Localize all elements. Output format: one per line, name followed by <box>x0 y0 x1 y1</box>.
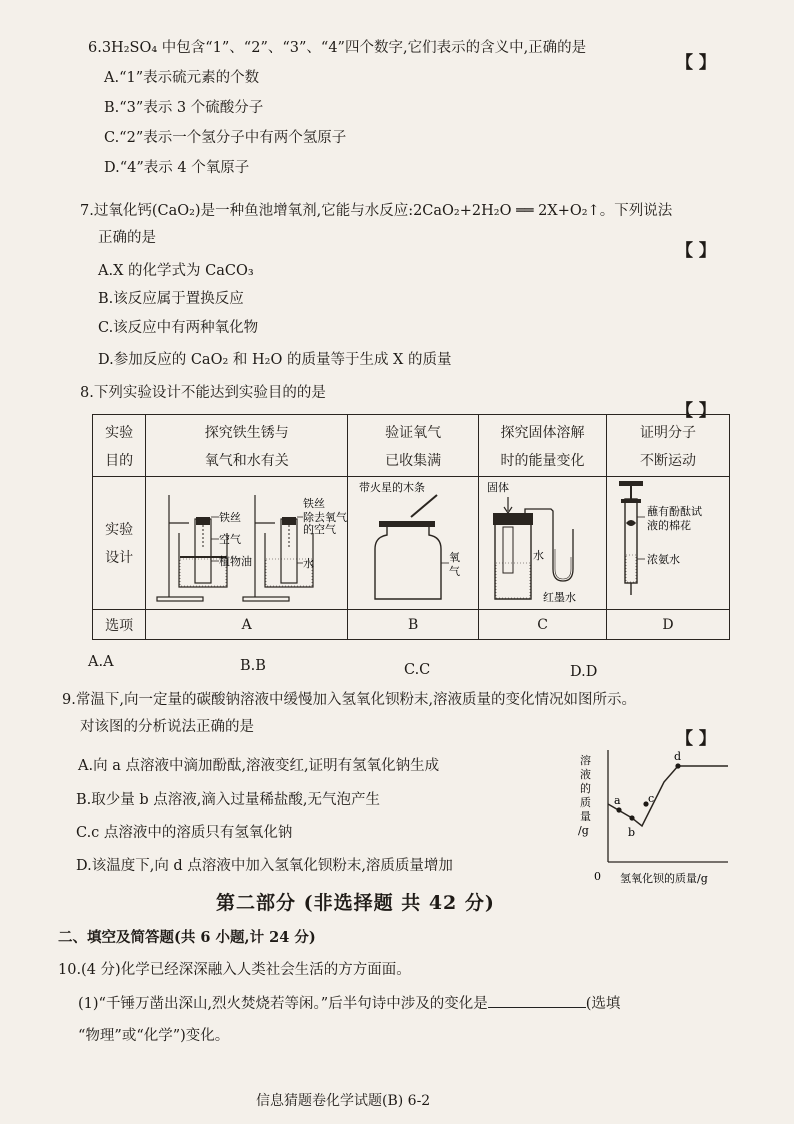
q6-option-a: A.“1”表示硫元素的个数 <box>104 70 260 86</box>
q7-option-b: B.该反应属于置换反应 <box>98 291 244 307</box>
q9-option-a: A.向 a 点溶液中滴加酚酞,溶液变红,证明有氢氧化钠生成 <box>78 758 440 774</box>
q7-option-a: A.X 的化学式为 CaCO₃ <box>98 263 254 279</box>
purpose-b: 验证氧气 已收集满 <box>348 415 479 477</box>
q10-sub1-choose: (选填 <box>585 996 621 1012</box>
q6-option-d: D.“4”表示 4 个氧原子 <box>104 160 250 176</box>
q7-stem: 7.过氧化钙(CaO₂)是一种鱼池增氧剂,它能与水反应:2CaO₂+2H₂O ══ 2X+O₂↑。下列说法 <box>80 203 673 219</box>
graph-ylabel-1: 溶 <box>580 754 591 767</box>
option-letter-c: C <box>479 610 607 640</box>
label-water-c: 水 <box>532 549 544 562</box>
graph-origin: 0 <box>594 870 601 883</box>
design-b-cell <box>348 477 479 610</box>
q8-answer-b: B.B <box>240 658 266 674</box>
q10-sub1 <box>78 993 620 1014</box>
q8-stem: 8.下列实验设计不能达到实验目的的是 <box>80 385 326 401</box>
label-vegetable-oil: 植物油 <box>218 555 252 568</box>
option-letter-b: B <box>348 610 479 640</box>
oxygen-bottle-diagram <box>349 477 477 605</box>
q7-answer-bracket: 【 】 <box>676 241 716 261</box>
q8-answer-bracket: 【 】 <box>676 401 716 421</box>
q6-option-b: B.“3”表示 3 个硫酸分子 <box>104 100 264 116</box>
q9-stem-line2: 对该图的分析说法正确的是 <box>80 719 254 735</box>
q6-answer-bracket: 【 】 <box>676 53 716 73</box>
design-d-cell <box>607 477 730 610</box>
label-phenolphthalein-cotton-2: 液的棉花 <box>647 519 691 532</box>
label-solid: 固体 <box>486 481 509 494</box>
q8-answer-a: A.A <box>88 654 114 670</box>
label-air-b: 的空气 <box>302 523 336 536</box>
design-header: 实验 设计 <box>93 477 146 610</box>
part2-title: 第二部分 (非选择题 共 42 分) <box>216 892 495 914</box>
purpose-a: 探究铁生锈与 氧气和水有关 <box>146 415 348 477</box>
q8-answer-c: C.C <box>404 662 431 678</box>
graph-ylabel-4: 质 <box>580 796 591 809</box>
label-air: 空气 <box>218 533 241 546</box>
iron-rust-apparatus-diagram <box>147 477 347 605</box>
solid-dissolve-diagram <box>481 477 605 605</box>
label-red-ink: 红墨水 <box>542 591 576 604</box>
graph-point-a <box>616 807 621 812</box>
molecule-motion-diagram <box>607 477 729 605</box>
q7-option-c: C.该反应中有两种氧化物 <box>98 320 259 336</box>
graph-label-a: a <box>614 794 621 807</box>
graph-ylabel-3: 的 <box>580 782 591 795</box>
graph-label-b: b <box>628 826 636 839</box>
label-oxygen-2: 气 <box>449 565 461 578</box>
label-iron-wire-b: 铁丝 <box>302 497 325 510</box>
graph-point-b <box>629 815 634 820</box>
label-phenolphthalein-cotton-1: 蘸有酚酞试 <box>647 505 702 518</box>
q9-answer-bracket: 【 】 <box>676 729 716 749</box>
graph-ylabel-5: 量 <box>580 810 591 823</box>
purpose-c: 探究固体溶解 时的能量变化 <box>479 415 607 477</box>
graph-point-d <box>675 763 680 768</box>
design-a-cell <box>146 477 348 610</box>
q8-answer-d: D.D <box>570 664 598 680</box>
purpose-d: 证明分子 不断运动 <box>607 415 730 477</box>
q10-sub1-text: (1)“千锤万凿出深山,烈火焚烧若等闲。”后半句诗中涉及的变化是 <box>78 996 488 1012</box>
page-footer: 信息猜题卷化学试题(B) 6-2 <box>256 1093 431 1109</box>
graph-ylabel-2: 液 <box>580 768 591 781</box>
graph-label-c: c <box>648 792 655 805</box>
q7-stem-line2: 正确的是 <box>98 230 156 246</box>
label-concentrated-ammonia: 浓氨水 <box>647 553 680 566</box>
option-header: 选项 <box>93 610 146 640</box>
label-oxygen-1: 氧 <box>449 551 461 564</box>
q9-option-d: D.该温度下,向 d 点溶液中加入氢氧化钡粉末,溶质质量增加 <box>76 858 453 874</box>
design-c-cell <box>479 477 607 610</box>
q10-answer-blank[interactable] <box>488 993 586 1008</box>
experiment-table <box>92 414 730 640</box>
solution-mass-graph <box>574 742 734 890</box>
q9-stem: 9.常温下,向一定量的碳酸钠溶液中缓慢加入氢氧化钡粉末,溶液质量的变化情况如图所示。 <box>62 692 637 708</box>
q7-option-d: D.参加反应的 CaO₂ 和 H₂O 的质量等于生成 X 的质量 <box>98 352 452 368</box>
label-water-a: 水 <box>302 557 314 570</box>
section2-heading: 二、填空及简答题(共 6 小题,计 24 分) <box>58 929 316 946</box>
q6-option-c: C.“2”表示一个氢分子中有两个氢原子 <box>104 130 347 146</box>
q9-option-c: C.c 点溶液中的溶质只有氢氧化钠 <box>76 825 293 841</box>
purpose-header: 实验 目的 <box>93 415 146 477</box>
label-iron-wire-a: 铁丝 <box>218 511 241 524</box>
q9-option-b: B.取少量 b 点溶液,滴入过量稀盐酸,无气泡产生 <box>76 792 380 808</box>
graph-xlabel: 氢氧化钡的质量/g <box>620 872 708 885</box>
label-oxygen-removed: 除去氧气 <box>302 511 347 524</box>
q6-stem: 6.3H₂SO₄ 中包含“1”、“2”、“3”、“4”四个数字,它们表示的含义中,正确的是 <box>88 40 587 56</box>
q10-stem: 10.(4 分)化学已经深深融入人类社会生活的方方面面。 <box>58 962 411 978</box>
option-letter-a: A <box>146 610 348 640</box>
label-glowing-splint: 带火星的木条 <box>359 481 426 494</box>
graph-label-d: d <box>674 750 682 763</box>
graph-ylabel-6: /g <box>578 824 589 837</box>
q10-sub1-line2: “物理”或“化学”)变化。 <box>78 1028 230 1044</box>
option-letter-d: D <box>607 610 730 640</box>
